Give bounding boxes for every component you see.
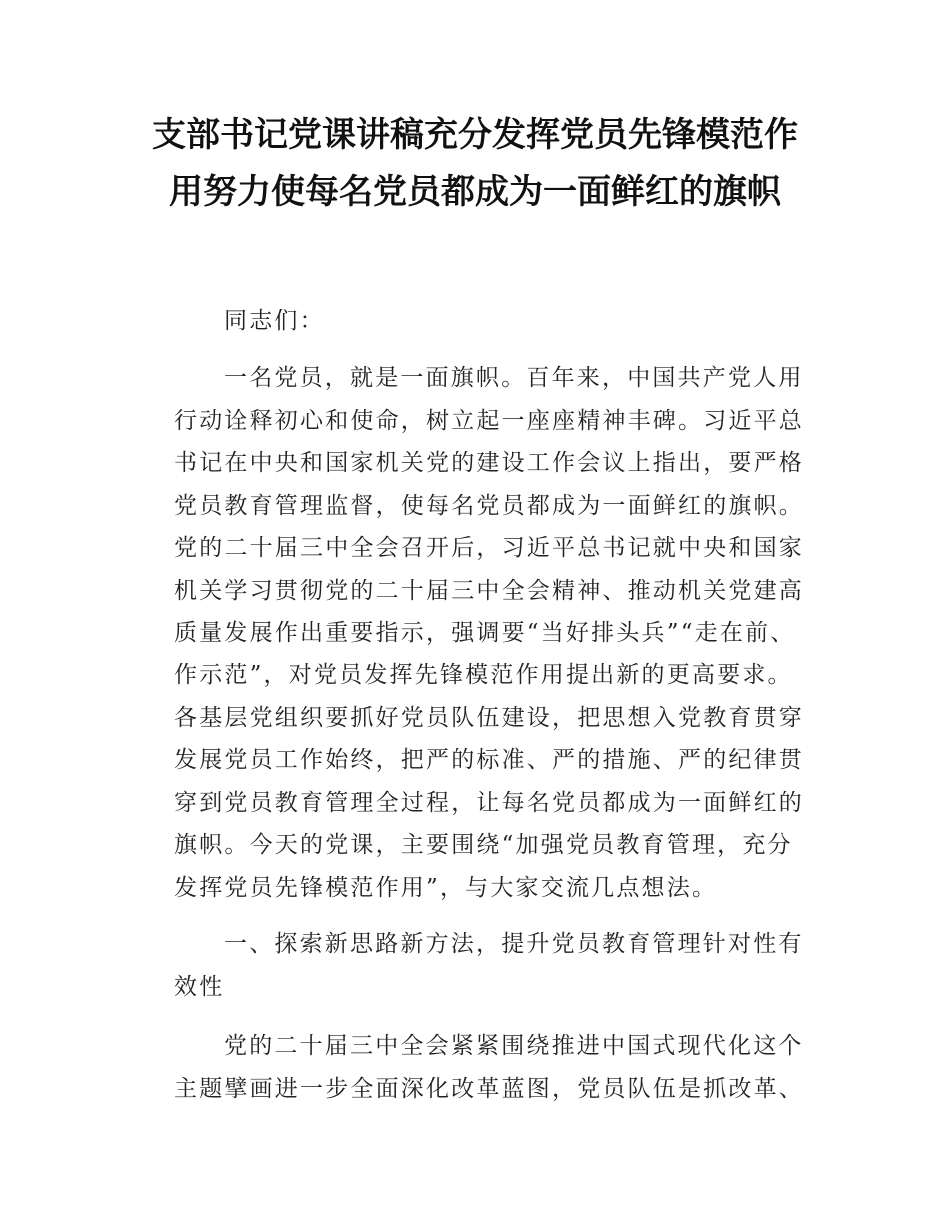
paragraph-1-line: 各基层党组织要抓好党员队伍建设，把思想入党教育贯穿 (174, 705, 804, 731)
paragraph-2-line: 主题擘画进一步全面深化改革蓝图，党员队伍是抓改革、 (174, 1076, 804, 1102)
paragraph-2-line: 党的二十届三中全会紧紧围绕推进中国式现代化这个 (224, 1033, 804, 1059)
paragraph-1-line: 书记在中央和国家机关党的建设工作会议上指出，要严格 (174, 450, 804, 476)
paragraph-1-line: 机关学习贯彻党的二十届三中全会精神、推动机关党建高 (174, 578, 804, 604)
document-title-line-1: 支部书记党课讲稿充分发挥党员先锋模范作 (152, 115, 798, 155)
section-heading-line: 一、探索新思路新方法，提升党员教育管理针对性有 (224, 931, 804, 957)
paragraph-1-line: 党的二十届三中全会召开后，习近平总书记就中央和国家 (174, 535, 804, 561)
paragraph-1-line: 旗帜。今天的党课，主要围绕“加强党员教育管理，充分 (174, 832, 793, 858)
section-heading-line: 效性 (174, 974, 225, 1000)
paragraph-1-line: 穿到党员教育管理全过程，让每名党员都成为一面鲜红的 (174, 790, 804, 816)
paragraph-1-line: 质量发展作出重要指示，强调要“当好排头兵”“走在前、 (174, 620, 796, 646)
document-title-line-2: 用努力使每名党员都成为一面鲜红的旗帜 (169, 172, 781, 212)
salutation: 同志们： (224, 308, 325, 334)
paragraph-1-line: 发展党员工作始终，把严的标准、严的措施、严的纪律贯 (174, 747, 804, 773)
paragraph-1-line: 行动诠释初心和使命，树立起一座座精神丰碑。习近平总 (174, 408, 804, 434)
paragraph-1-line: 作示范”，对党员发挥先锋模范作用提出新的更高要求。 (174, 662, 793, 688)
paragraph-1-line: 一名党员，就是一面旗帜。百年来，中国共产党人用 (224, 365, 804, 391)
paragraph-1-line: 党员教育管理监督，使每名党员都成为一面鲜红的旗帜。 (174, 493, 804, 519)
paragraph-1-line: 发挥党员先锋模范作用”，与大家交流几点想法。 (174, 875, 718, 901)
